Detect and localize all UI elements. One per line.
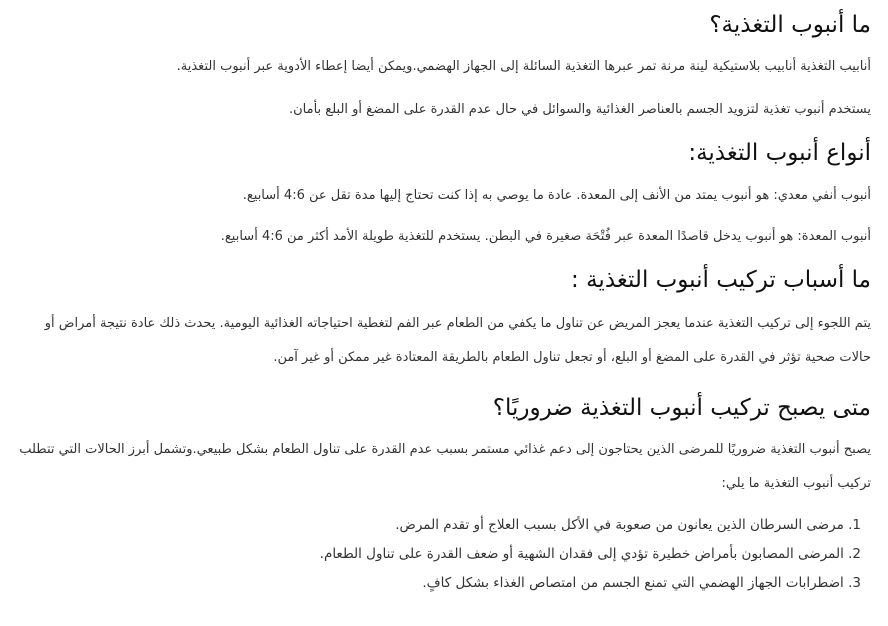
list-item: 2. المرضى المصابون بأمراض خطيرة تؤدي إلى فقدان الشهية أو ضعف القدرة على تناول الطعام. [10,540,871,569]
paragraph-type-nasogastric: أنبوب أنفي معدي: هو أنبوب يمتد من الأنف إلى المعدة. عادة ما يوصي به إذا كنت تحتاج إليها مدة تقل عن 4:6 أسابيع. [10,181,871,210]
list-item: 1. مرضى السرطان الذين يعانون من صعوبة في الأكل بسبب العلاج أو تقدم المرض. [10,511,871,540]
article-content [0,9,888,598]
section-heading-what-is: ما أنبوب التغذية؟ [10,9,871,41]
paragraph-usage: يستخدم أنبوب تغذية لتزويد الجسم بالعناصر الغذائية والسوائل في حال عدم القدرة على المضغ أو البلع بأمان. [10,95,871,124]
section-heading-types: أنواع أنبوب التغذية: [10,137,871,169]
conditions-list [10,511,871,598]
paragraph-when-necessary: يصبح أنبوب التغذية ضروريًا للمرضى الذين يحتاجون إلى دعم غذائي مستمر بسبب عدم القدرة على تناول الطعام بشكل طبيعي.وتشمل أبرز الحالات التي تتطلب تركيب أنبوب التغذية ما يلي: [10,433,871,501]
paragraph-reasons: يتم اللجوء إلى تركيب التغذية عندما يعجز المريض عن تناول ما يكفي من الطعام عبر الفم لتغطية احتياجاته الغذائية اليومية. يحدث ذلك عادة نتيجة أمراض أو حالات صحية تؤثر في القدرة على المضغ أو البلع، أو تجعل تناول الطعام بالطريقة المعتادة غير ممكن أو غير آمن. [10,307,871,375]
section-heading-when-necessary: متى يصبح تركيب أنبوب التغذية ضروريًا؟ [10,392,871,424]
section-heading-reasons: ما أسباب تركيب أنبوب التغذية : [10,264,871,296]
list-item: 3. اضطرابات الجهاز الهضمي التي تمنع الجسم من امتصاص الغذاء بشكل كافٍ. [10,569,871,598]
paragraph-definition: أنابيب التغذية أنابيب بلاستيكية لينة مرنة تمر عبرها التغذية السائلة إلى الجهاز الهضمي.ويمكن أيضا إعطاء الأدوية عبر أنبوب التغذية. [10,52,871,81]
bottom-fade-overlay [0,589,888,617]
paragraph-type-gastric: أنبوب المعدة: هو أنبوب يدخل قاصدًا المعدة عبر فُتْحَة صغيرة في البطن. يستخدم للتغذية طويلة الأمد أكثر من 4:6 أسابيع. [10,222,871,251]
